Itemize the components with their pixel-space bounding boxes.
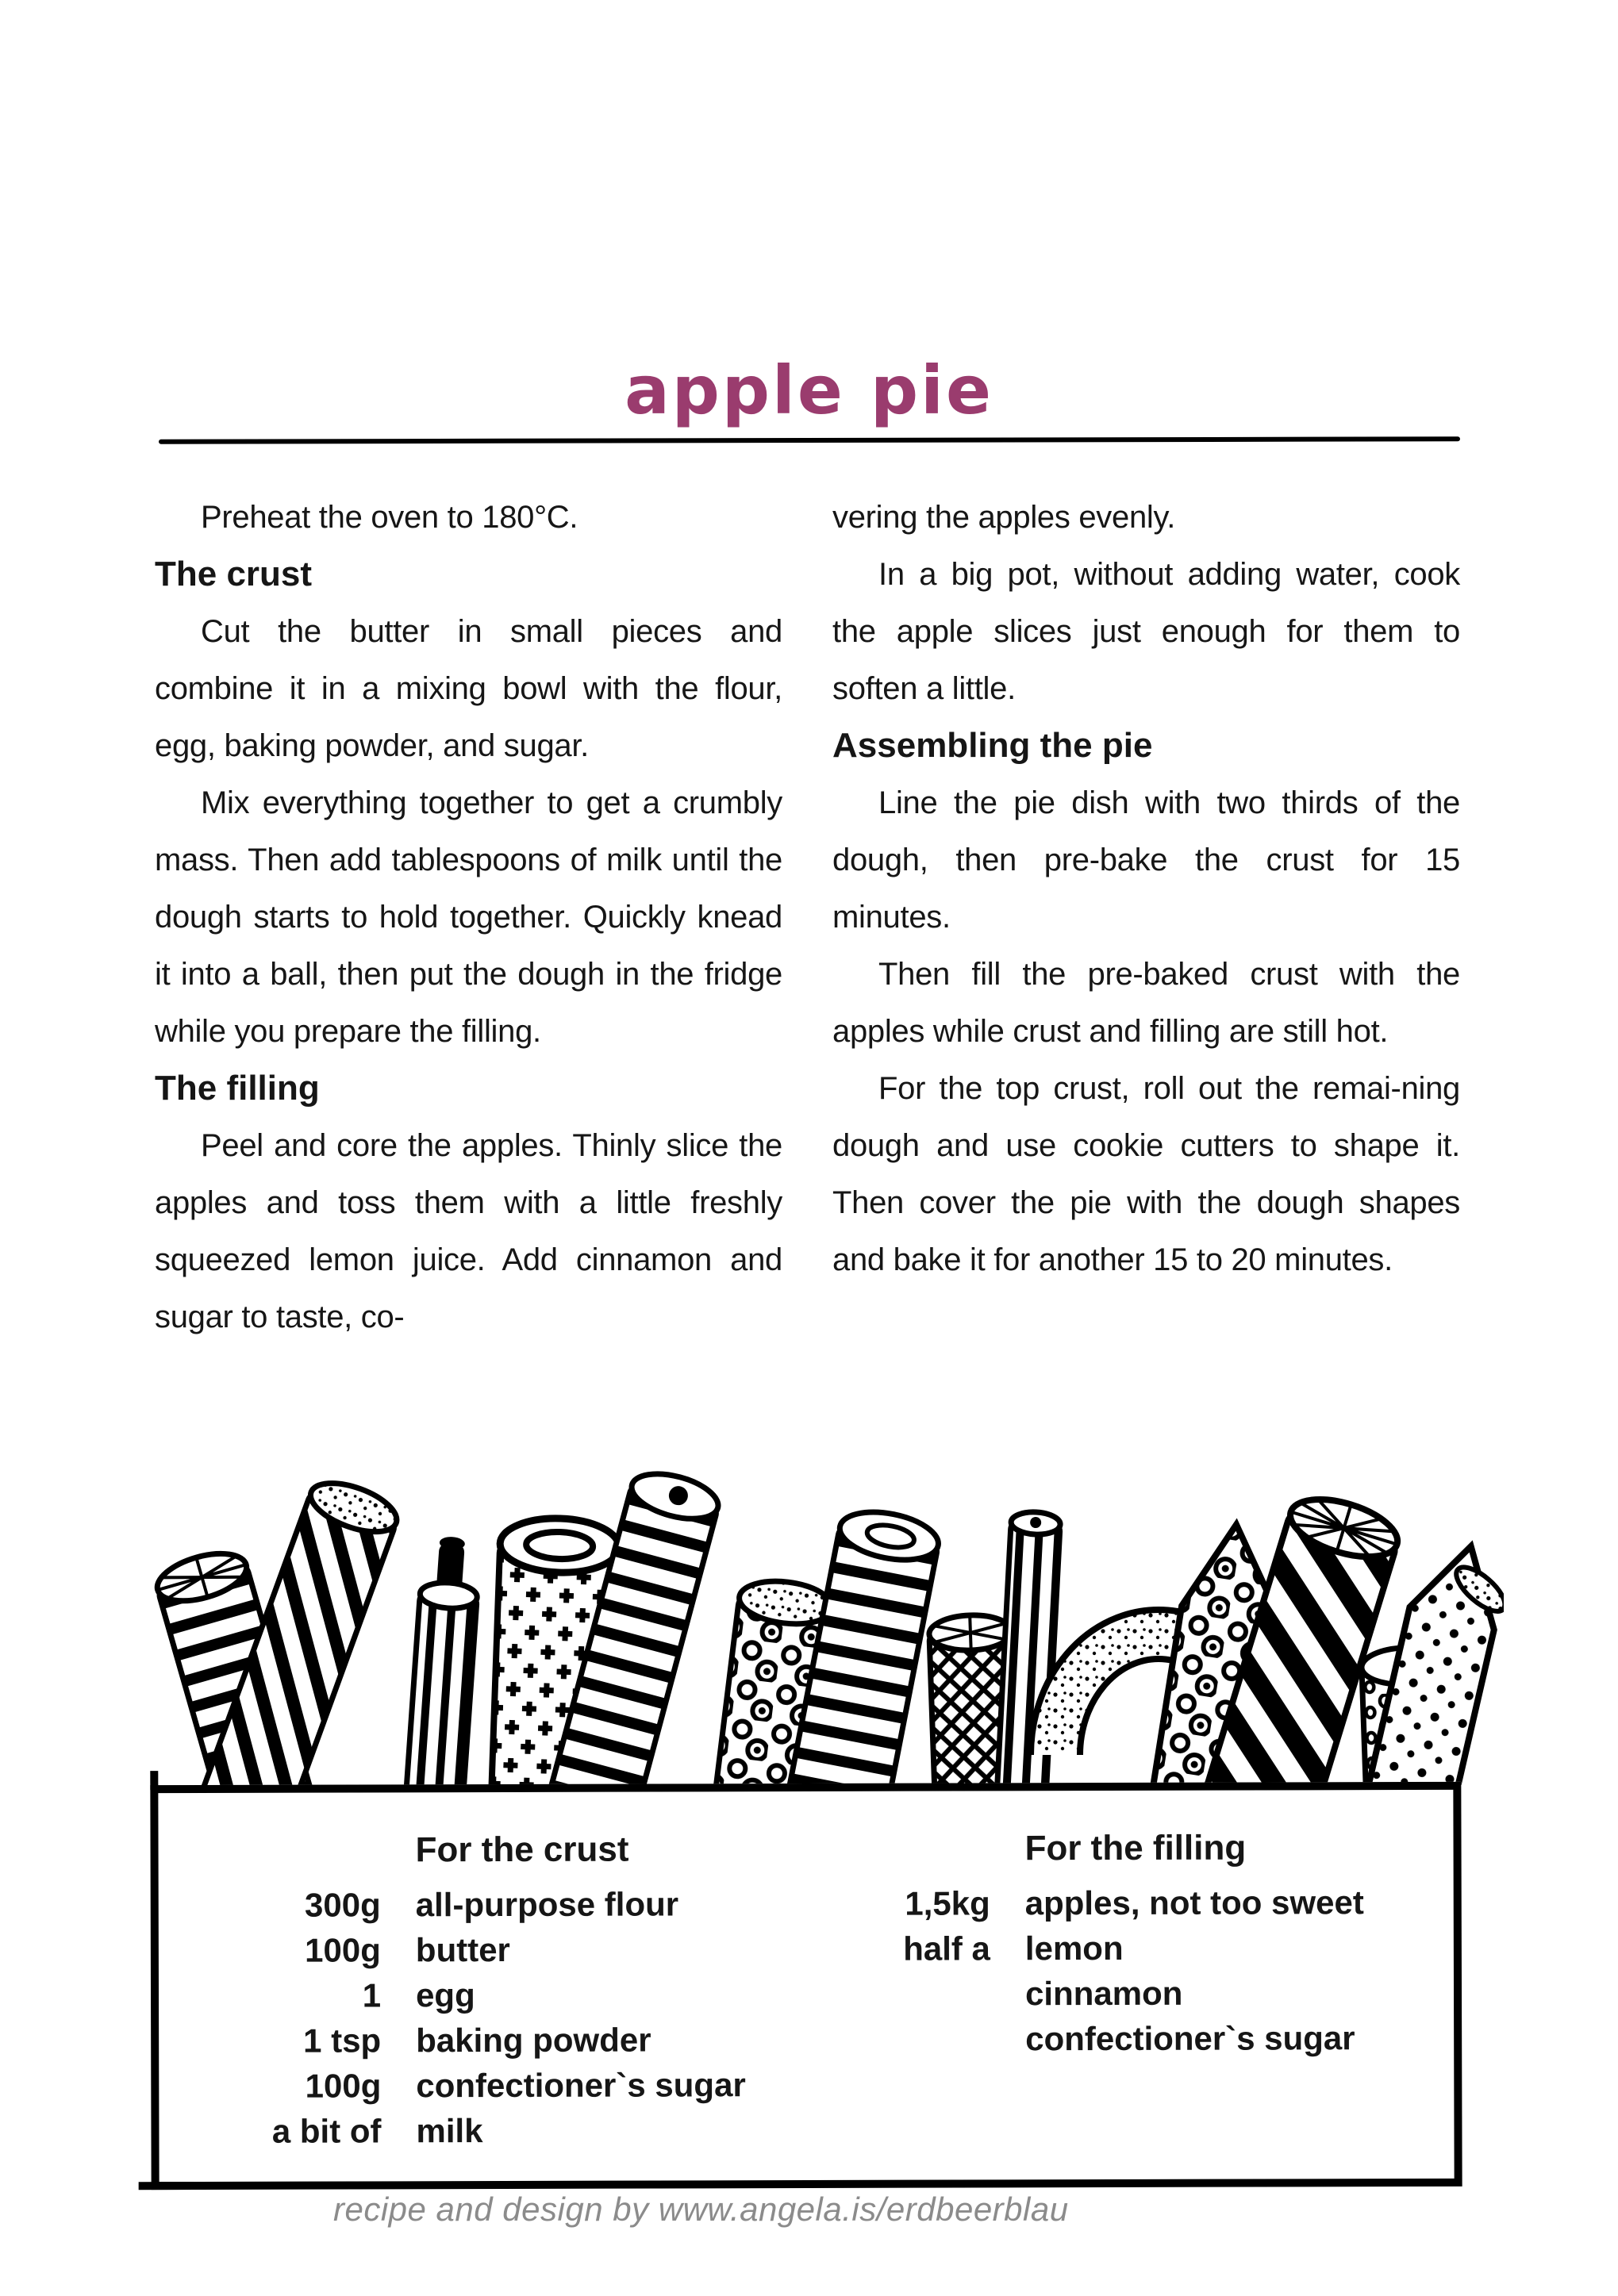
ingredient-name: cinnamon	[1024, 1974, 1183, 2013]
ingredient-amount: 100g	[305, 2067, 382, 2105]
ingredient-amount: 1	[362, 1976, 382, 2014]
ingredient-row	[167, 2017, 746, 2064]
ingredient-name: lemon	[1024, 1929, 1124, 1968]
ingredient-name: baking powder	[416, 2021, 651, 2060]
ingredient-name: milk	[416, 2112, 483, 2150]
ingredients-heading-crust: For the crust	[415, 1830, 629, 1870]
ingredient-amount: a bit of	[271, 2112, 382, 2150]
ingredient-row	[167, 2107, 746, 2154]
patterned-rolls-illustration	[115, 1468, 1504, 1785]
ingredient-row	[167, 2062, 746, 2109]
ingredient-amount	[844, 2016, 990, 2061]
paragraph: Peel and core the apples. Thinly slice the apples and toss them with a little freshly squeezed lemon juice. Add cinnamon and sugar to taste, co-	[155, 1128, 782, 1334]
ingredients-group-crust	[166, 1828, 746, 2154]
paragraph: Then fill the pre-baked crust with the apples while crust and filling are still hot.	[832, 957, 1460, 1049]
paragraph: Preheat the oven to 180°C.	[201, 500, 578, 535]
ingredients-list-crust	[167, 1881, 746, 2154]
recipe-title: apple pie	[625, 351, 993, 429]
ingredient-row	[167, 1926, 746, 1973]
paragraph: Mix everything together to get a crumbly mass. Then add tablespoons of milk until the dough starts to hold together. Quickly knead it into a ball, then put the dough in the fridge while you prepare the filling.	[155, 785, 782, 1049]
ingredients-heading-filling: For the filling	[1024, 1828, 1247, 1868]
ingredient-amount	[844, 1971, 990, 2016]
ingredient-row	[167, 1881, 746, 1928]
ingredient-amount: half a	[903, 1929, 990, 1968]
instructions-column-left	[155, 489, 782, 1346]
ingredient-name: egg	[415, 1976, 475, 2014]
ingredient-name: confectioner`s sugar	[416, 2066, 746, 2105]
ingredient-amount: 1 tsp	[303, 2021, 382, 2060]
section-heading: The crust	[155, 555, 313, 593]
instructions-column-right	[832, 489, 1460, 1346]
ingredient-amount: 100g	[305, 1931, 381, 1969]
ingredients-group-filling	[843, 1826, 1364, 2062]
paragraph: In a big pot, without adding water, cook the apple slices just enough for them to soften a little.	[832, 557, 1460, 706]
title-divider	[159, 436, 1460, 443]
ingredient-row	[844, 1925, 1364, 1972]
paragraph: For the top crust, roll out the remai-ning dough and use cookie cutters to shape it. Then cover the pie with the dough shapes and bake it for another 15 to 20 minutes.	[832, 1071, 1460, 1277]
ingredient-name: butter	[415, 1930, 510, 1969]
ingredient-name: all-purpose flour	[415, 1885, 679, 1924]
ingredient-amount: 300g	[304, 1886, 381, 1924]
ingredient-name: apples, not too sweet	[1024, 1883, 1364, 1922]
ingredients-box	[150, 1782, 1462, 2190]
ingredients-list-filling	[844, 1879, 1365, 2062]
paragraph: Line the pie dish with two thirds of the dough, then pre-bake the crust for 15 minutes.	[832, 785, 1460, 935]
ingredient-amount: 1,5kg	[905, 1884, 990, 1922]
ingredient-row	[844, 1970, 1364, 2017]
paragraph: Cut the butter in small pieces and combine it in a mixing bowl with the flour, egg, baking powder, and sugar.	[155, 614, 782, 763]
ingredient-row	[167, 1972, 746, 2018]
recipe-instructions	[155, 489, 1460, 1346]
paragraph: vering the apples evenly.	[832, 500, 1176, 535]
ingredient-row	[844, 2015, 1364, 2062]
ingredient-row	[844, 1879, 1364, 1926]
section-heading: Assembling the pie	[832, 726, 1153, 765]
section-heading: The filling	[155, 1069, 320, 1108]
ingredient-name: confectioner`s sugar	[1025, 2019, 1355, 2058]
credit-line: recipe and design by www.angela.is/erdbeerblau	[333, 2190, 1069, 2228]
